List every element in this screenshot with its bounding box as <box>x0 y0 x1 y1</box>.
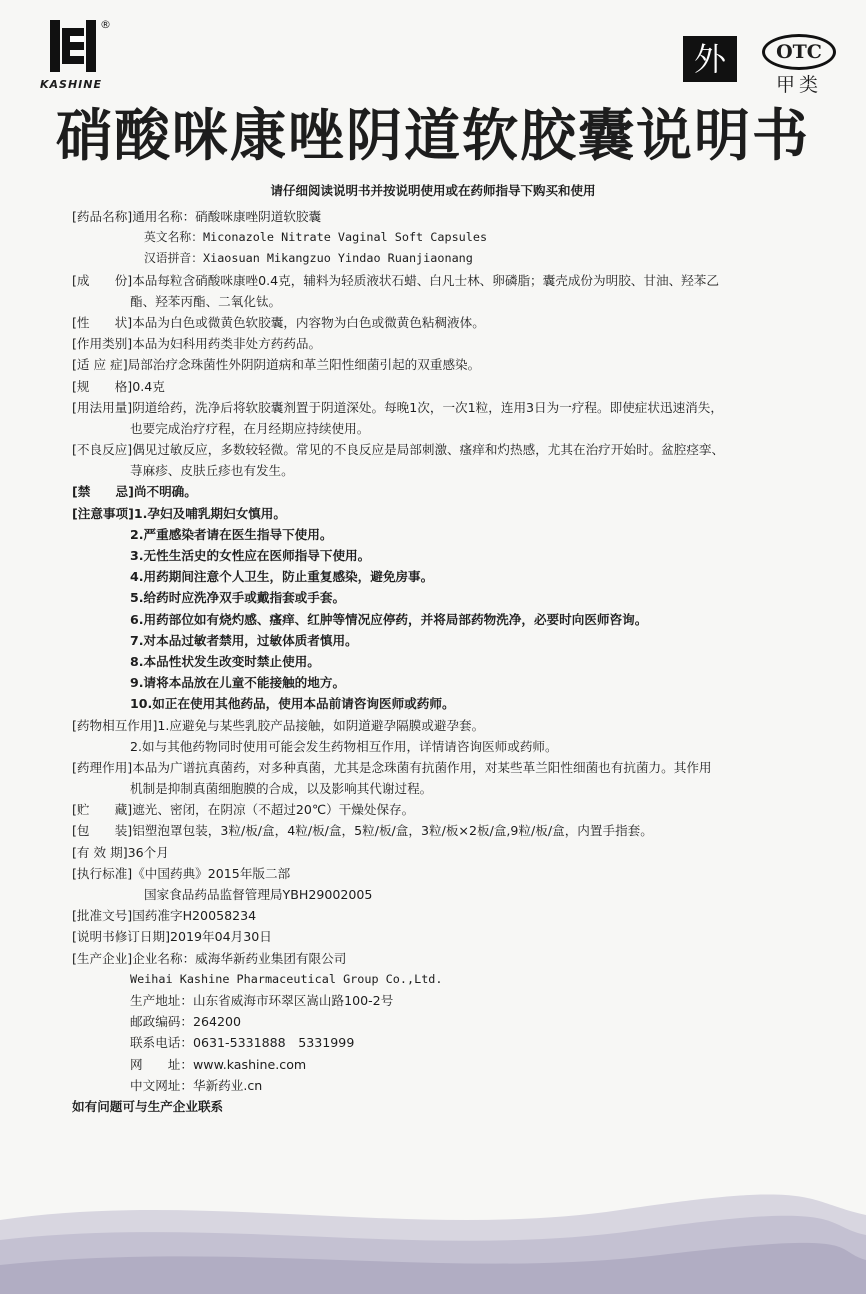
pharmacology-line-2: 机制是抑制真菌细胞膜的合成，以及影响其代谢过程。 <box>130 781 433 797</box>
leaflet-body <box>72 206 832 1117</box>
approval-number-line: [批准文号]国药准字H20058234 <box>72 908 257 924</box>
adverse-reaction-line: [不良反应]偶见过敏反应，多数较轻微。常见的不良反应是局部刺激、瘙痒和灼热感，尤其在治疗开始时。盆腔痉挛、 <box>72 442 725 458</box>
pharmacology-line: [药理作用]本品为广谱抗真菌药，对多种真菌，尤其是念珠菌有抗菌作用，对某些革兰阳性细菌也有抗菌力。其作用 <box>72 759 712 775</box>
indication-line: [适 应 症]局部治疗念珠菌性外阴阴道病和革兰阳性细菌引起的双重感染。 <box>72 357 481 373</box>
contraindication-line: [禁 忌]尚不明确。 <box>72 484 197 500</box>
precaution-line-7: 7.对本品过敏者禁用，过敏体质者慎用。 <box>130 632 358 648</box>
composition-line-2: 酯、羟苯丙酯、二氧化钛。 <box>130 293 282 309</box>
precaution-line-8: 8.本品性状发生改变时禁止使用。 <box>130 653 320 669</box>
storage-line: [贮 藏]遮光、密闭，在阴凉（不超过20℃）干燥处保存。 <box>72 802 415 818</box>
description-line: [性 状]本品为白色或微黄色软胶囊，内容物为白色或微黄色粘稠液体。 <box>72 314 485 330</box>
contact-note-line: 如有问题可与生产企业联系 <box>72 1098 224 1114</box>
chinese-website-line: 中文网址：华新药业.cn <box>130 1077 263 1093</box>
kashine-logo-icon <box>48 18 98 74</box>
external-use-mark: 外 <box>683 36 737 82</box>
dosage-line: [用法用量]阴道给药，洗净后将软胶囊剂置于阴道深处。每晚1次，一次1粒，连用3日为一疗程。即使症状迅速消失， <box>72 399 723 415</box>
kashine-logo <box>40 18 110 98</box>
precaution-line-1: [注意事项]1.孕妇及哺乳期妇女慎用。 <box>72 505 286 521</box>
interaction-line-2: 2.如与其他药物同时使用可能会发生药物相互作用，详情请咨询医师或药师。 <box>130 738 558 754</box>
phone-line: 联系电话：0631-5331888 5331999 <box>130 1035 355 1051</box>
package-line: [包 装]铝塑泡罩包装，3粒/板/盒，4粒/板/盒，5粒/板/盒，3粒/板×2板/盒,9粒/板/盒，内置手指套。 <box>72 823 653 839</box>
registered-mark: ® <box>100 18 111 31</box>
page-title: 硝酸咪康唑阴道软胶囊说明书 <box>56 104 810 169</box>
composition-line: [成 份]本品每粒含硝酸咪康唑0.4克，辅料为轻质液状石蜡、白凡士林、卵磷脂；囊壳成份为明胶、甘油、羟苯乙 <box>72 272 719 288</box>
otc-badge: OTC <box>762 34 836 70</box>
adverse-reaction-line-2: 荨麻疹、皮肤丘疹也有发生。 <box>130 463 294 479</box>
postcode-line: 邮政编码：264200 <box>130 1014 242 1030</box>
precaution-line-9: 9.请将本品放在儿童不能接触的地方。 <box>130 675 346 691</box>
precaution-line-3: 3.无性生活史的女性应在医师指导下使用。 <box>130 548 371 563</box>
address-line: 生产地址：山东省威海市环翠区嵩山路100-2号 <box>130 992 394 1008</box>
strength-line: [规 格]0.4克 <box>72 378 165 394</box>
standard-line-2: 国家食品药品监督管理局YBH29002005 <box>144 887 373 902</box>
pinyin-line: 汉语拼音：Xiaosuan Mikangzuo Yindao Ruanjiaonang <box>144 251 473 266</box>
precaution-line-10: 10.如正在使用其他药品，使用本品前请咨询医师或药师。 <box>130 696 455 712</box>
dosage-line-2: 也要完成治疗疗程，在月经期应持续使用。 <box>130 420 370 436</box>
shelf-life-line: [有 效 期]36个月 <box>72 844 169 860</box>
precaution-line-2: 2.严重感染者请在医生指导下使用。 <box>130 526 333 542</box>
website-line: 网 址：www.kashine.com <box>130 1056 307 1072</box>
manufacturer-line: [生产企业]企业名称：威海华新药业集团有限公司 <box>72 950 347 966</box>
precaution-line-4: 4.用药期间注意个人卫生，防止重复感染，避免房事。 <box>130 569 434 585</box>
revision-date-line: [说明书修订日期]2019年04月30日 <box>72 929 272 945</box>
precaution-line-5: 5.给药时应洗净双手或戴指套或手套。 <box>130 590 346 606</box>
page-subtitle: 请仔细阅读说明书并按说明使用或在药师指导下购买和使用 <box>270 183 596 198</box>
drug-name-line: [药品名称]通用名称：硝酸咪康唑阴道软胶囊 <box>72 209 322 224</box>
otc-class-label: 甲类 <box>776 74 823 96</box>
category-line: [作用类别]本品为妇科用药类非处方药药品。 <box>72 336 322 352</box>
english-name-line: 英文名称：Miconazole Nitrate Vaginal Soft Capsules <box>144 230 488 245</box>
decorative-wave <box>0 1180 866 1294</box>
brand-name: KASHINE <box>40 78 102 91</box>
precaution-line-6: 6.用药部位如有烧灼感、瘙痒、红肿等情况应停药，并将局部药物洗净，必要时向医师咨询。 <box>130 611 648 627</box>
standard-line: [执行标准]《中国药典》2015年版二部 <box>72 865 291 881</box>
interaction-line-1: [药物相互作用]1.应避免与某些乳胶产品接触，如阴道避孕隔膜或避孕套。 <box>72 717 485 733</box>
manufacturer-english-line: Weihai Kashine Pharmaceutical Group Co.,Ltd. <box>130 971 443 986</box>
